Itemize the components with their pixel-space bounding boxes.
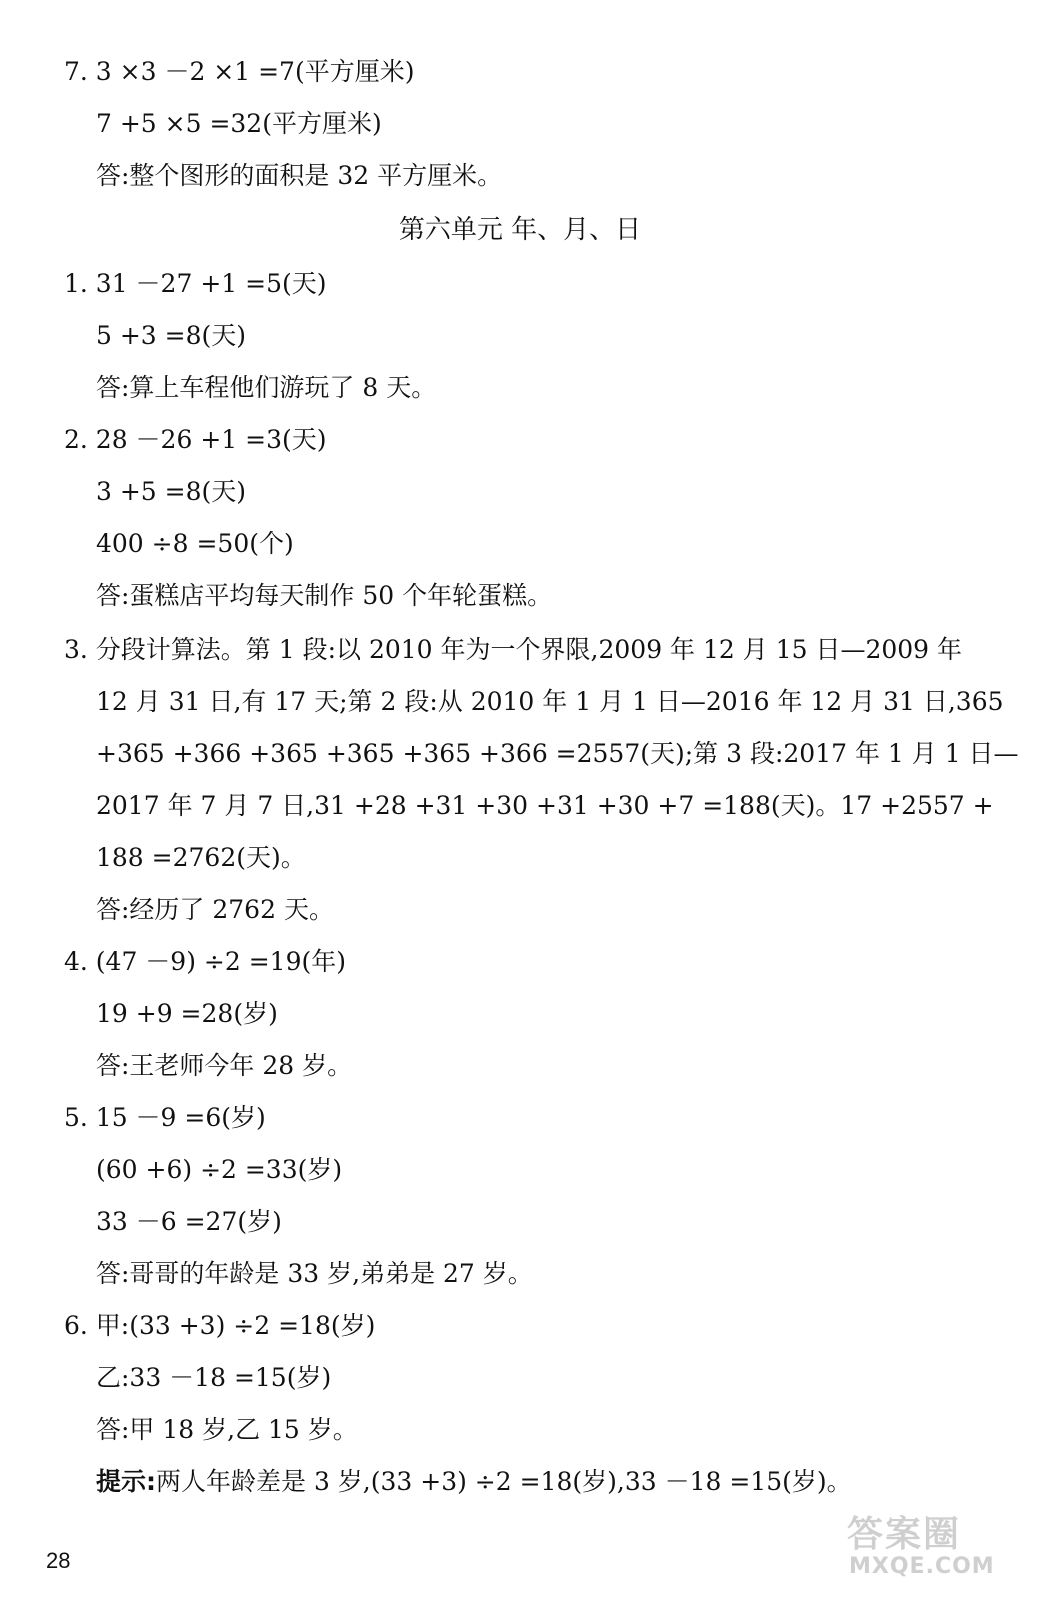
answer-1-line-2: 5 +3 =8(天) <box>96 321 247 350</box>
answer-5-line-2: (60 +6) ÷2 =33(岁) <box>96 1155 343 1184</box>
answer-2-line-3: 400 ÷8 =50(个) <box>96 529 294 558</box>
answer-6-line-1: 6. 甲:(33 +3) ÷2 =18(岁) <box>64 1311 376 1340</box>
answer-3-line-5: 188 =2762(天)。 <box>96 843 306 872</box>
watermark-logo-text: 答案圈 <box>847 1514 962 1555</box>
answer-3-conclusion: 答:经历了 2762 天。 <box>96 895 334 924</box>
answer-3-line-1: 3. 分段计算法。第 1 段:以 2010 年为一个界限,2009 年 12 月 15 日—2009 年 <box>64 635 963 664</box>
answer-1-conclusion: 答:算上车程他们游玩了 8 天。 <box>96 373 437 402</box>
answer-7-line-1: 7. 3 ×3 －2 ×1 =7(平方厘米) <box>64 57 415 86</box>
page-number: 28 <box>46 1548 71 1573</box>
answer-5-line-3: 33 －6 =27(岁) <box>96 1207 282 1236</box>
answer-1-line-1: 1. 31 －27 +1 =5(天) <box>64 269 327 298</box>
answer-5-conclusion: 答:哥哥的年龄是 33 岁,弟弟是 27 岁。 <box>96 1259 533 1288</box>
answer-2-line-1: 2. 28 －26 +1 =3(天) <box>64 425 327 454</box>
answer-3-line-2: 12 月 31 日,有 17 天;第 2 段:从 2010 年 1 月 1 日—2016 年 12 月 31 日,365 <box>96 687 1004 716</box>
answer-3-line-4: 2017 年 7 月 7 日,31 +28 +31 +30 +31 +30 +7 =188(天)。17 +2557 + <box>96 791 994 820</box>
answer-2-line-2: 3 +5 =8(天) <box>96 477 247 506</box>
answer-2-conclusion: 答:蛋糕店平均每天制作 50 个年轮蛋糕。 <box>96 581 553 610</box>
hint-line <box>96 1466 852 1498</box>
answer-6-line-2: 乙:33 －18 =15(岁) <box>96 1363 332 1392</box>
answer-5-line-1: 5. 15 －9 =6(岁) <box>64 1103 266 1132</box>
answer-4-conclusion: 答:王老师今年 28 岁。 <box>96 1051 353 1080</box>
hint-text: 两人年龄差是 3 岁,(33 +3) ÷2 =18(岁),33 －18 =15(岁)。 <box>156 1467 852 1496</box>
answer-6-conclusion: 答:甲 18 岁,乙 15 岁。 <box>96 1415 358 1444</box>
site-watermark <box>845 1506 1025 1586</box>
answer-7-conclusion: 答:整个图形的面积是 32 平方厘米。 <box>96 161 503 190</box>
unit-heading: 第六单元 年、月、日 <box>398 215 642 245</box>
watermark-domain: MXQE.COM <box>849 1554 995 1579</box>
hint-label: 提示: <box>96 1467 156 1496</box>
answer-3-line-3: +365 +366 +365 +365 +365 +366 =2557(天);第 3 段:2017 年 1 月 1 日— <box>96 739 1019 768</box>
answer-7-line-2: 7 +5 ×5 =32(平方厘米) <box>96 109 382 138</box>
answer-4-line-2: 19 +9 =28(岁) <box>96 999 278 1028</box>
answer-4-line-1: 4. (47 －9) ÷2 =19(年) <box>64 947 346 976</box>
